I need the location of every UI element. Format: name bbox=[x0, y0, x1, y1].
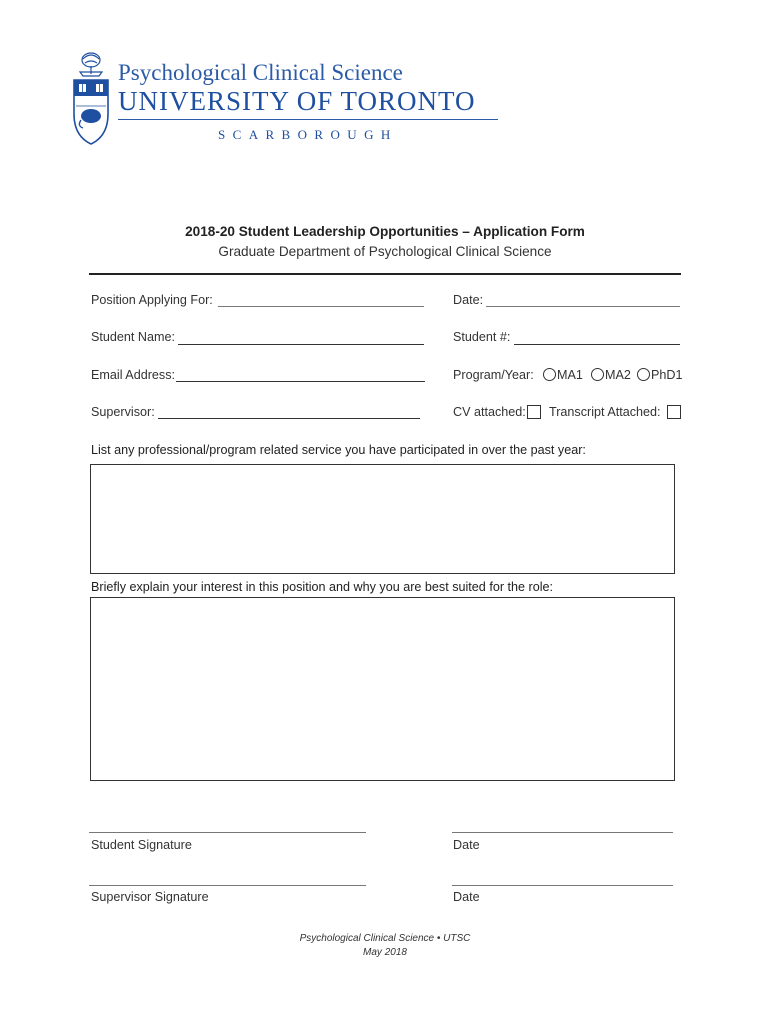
supervisor-signature-label: Supervisor Signature bbox=[91, 890, 209, 904]
radio-button-icon[interactable] bbox=[543, 368, 556, 381]
department-wordmark: Psychological Clinical Science bbox=[118, 60, 403, 85]
radio-button-icon[interactable] bbox=[637, 368, 650, 381]
email-field[interactable] bbox=[176, 381, 425, 382]
university-wordmark: UNIVERSITY OF TORONTO bbox=[118, 86, 476, 116]
program-year-label: Program/Year: bbox=[453, 368, 534, 382]
student-date-line[interactable] bbox=[452, 832, 673, 833]
supervisor-field[interactable] bbox=[158, 418, 420, 419]
supervisor-signature-line[interactable] bbox=[89, 885, 366, 886]
student-name-label: Student Name: bbox=[91, 330, 176, 344]
date-label: Date: bbox=[453, 293, 484, 307]
university-crest-logo bbox=[70, 50, 112, 146]
footer-line-1: Psychological Clinical Science • UTSC bbox=[299, 933, 471, 944]
position-field[interactable] bbox=[218, 306, 424, 307]
form-subtitle: Graduate Department of Psychological Clinical Science bbox=[218, 244, 552, 259]
student-signature-line[interactable] bbox=[89, 832, 366, 833]
radio-option-ma2[interactable] bbox=[591, 368, 631, 382]
transcript-attached-label: Transcript Attached: bbox=[549, 405, 661, 419]
radio-label-ma2: MA2 bbox=[605, 368, 631, 382]
form-title: 2018-20 Student Leadership Opportunities – Application Form bbox=[185, 224, 585, 239]
student-number-field[interactable] bbox=[514, 344, 680, 345]
transcript-attached-checkbox[interactable] bbox=[667, 405, 681, 419]
service-text-area[interactable] bbox=[90, 464, 675, 574]
supervisor-date-line[interactable] bbox=[452, 885, 673, 886]
radio-option-ma1[interactable] bbox=[543, 368, 583, 382]
interest-text-area[interactable] bbox=[90, 597, 675, 781]
email-label: Email Address: bbox=[91, 368, 175, 382]
student-name-field[interactable] bbox=[178, 344, 424, 345]
title-divider bbox=[89, 273, 681, 275]
interest-prompt: Briefly explain your interest in this position and why you are best suited for the role: bbox=[91, 580, 554, 594]
campus-wordmark: SCARBOROUGH bbox=[218, 127, 398, 142]
radio-button-icon[interactable] bbox=[591, 368, 604, 381]
logo-divider bbox=[118, 119, 498, 120]
radio-label-ma1: MA1 bbox=[557, 368, 583, 382]
cv-attached-checkbox[interactable] bbox=[527, 405, 541, 419]
radio-option-phd1[interactable] bbox=[637, 368, 683, 382]
student-number-label: Student #: bbox=[453, 330, 511, 344]
cv-attached-label: CV attached: bbox=[453, 405, 526, 419]
position-label: Position Applying For: bbox=[91, 293, 213, 307]
supervisor-label: Supervisor: bbox=[91, 405, 155, 419]
supervisor-date-label: Date bbox=[453, 890, 480, 904]
radio-label-phd1: PhD1 bbox=[651, 368, 683, 382]
student-date-label: Date bbox=[453, 838, 480, 852]
footer-line-2: May 2018 bbox=[363, 947, 407, 958]
student-signature-label: Student Signature bbox=[91, 838, 192, 852]
service-prompt: List any professional/program related service you have participated in over the past year: bbox=[91, 443, 586, 457]
date-field[interactable] bbox=[486, 306, 680, 307]
